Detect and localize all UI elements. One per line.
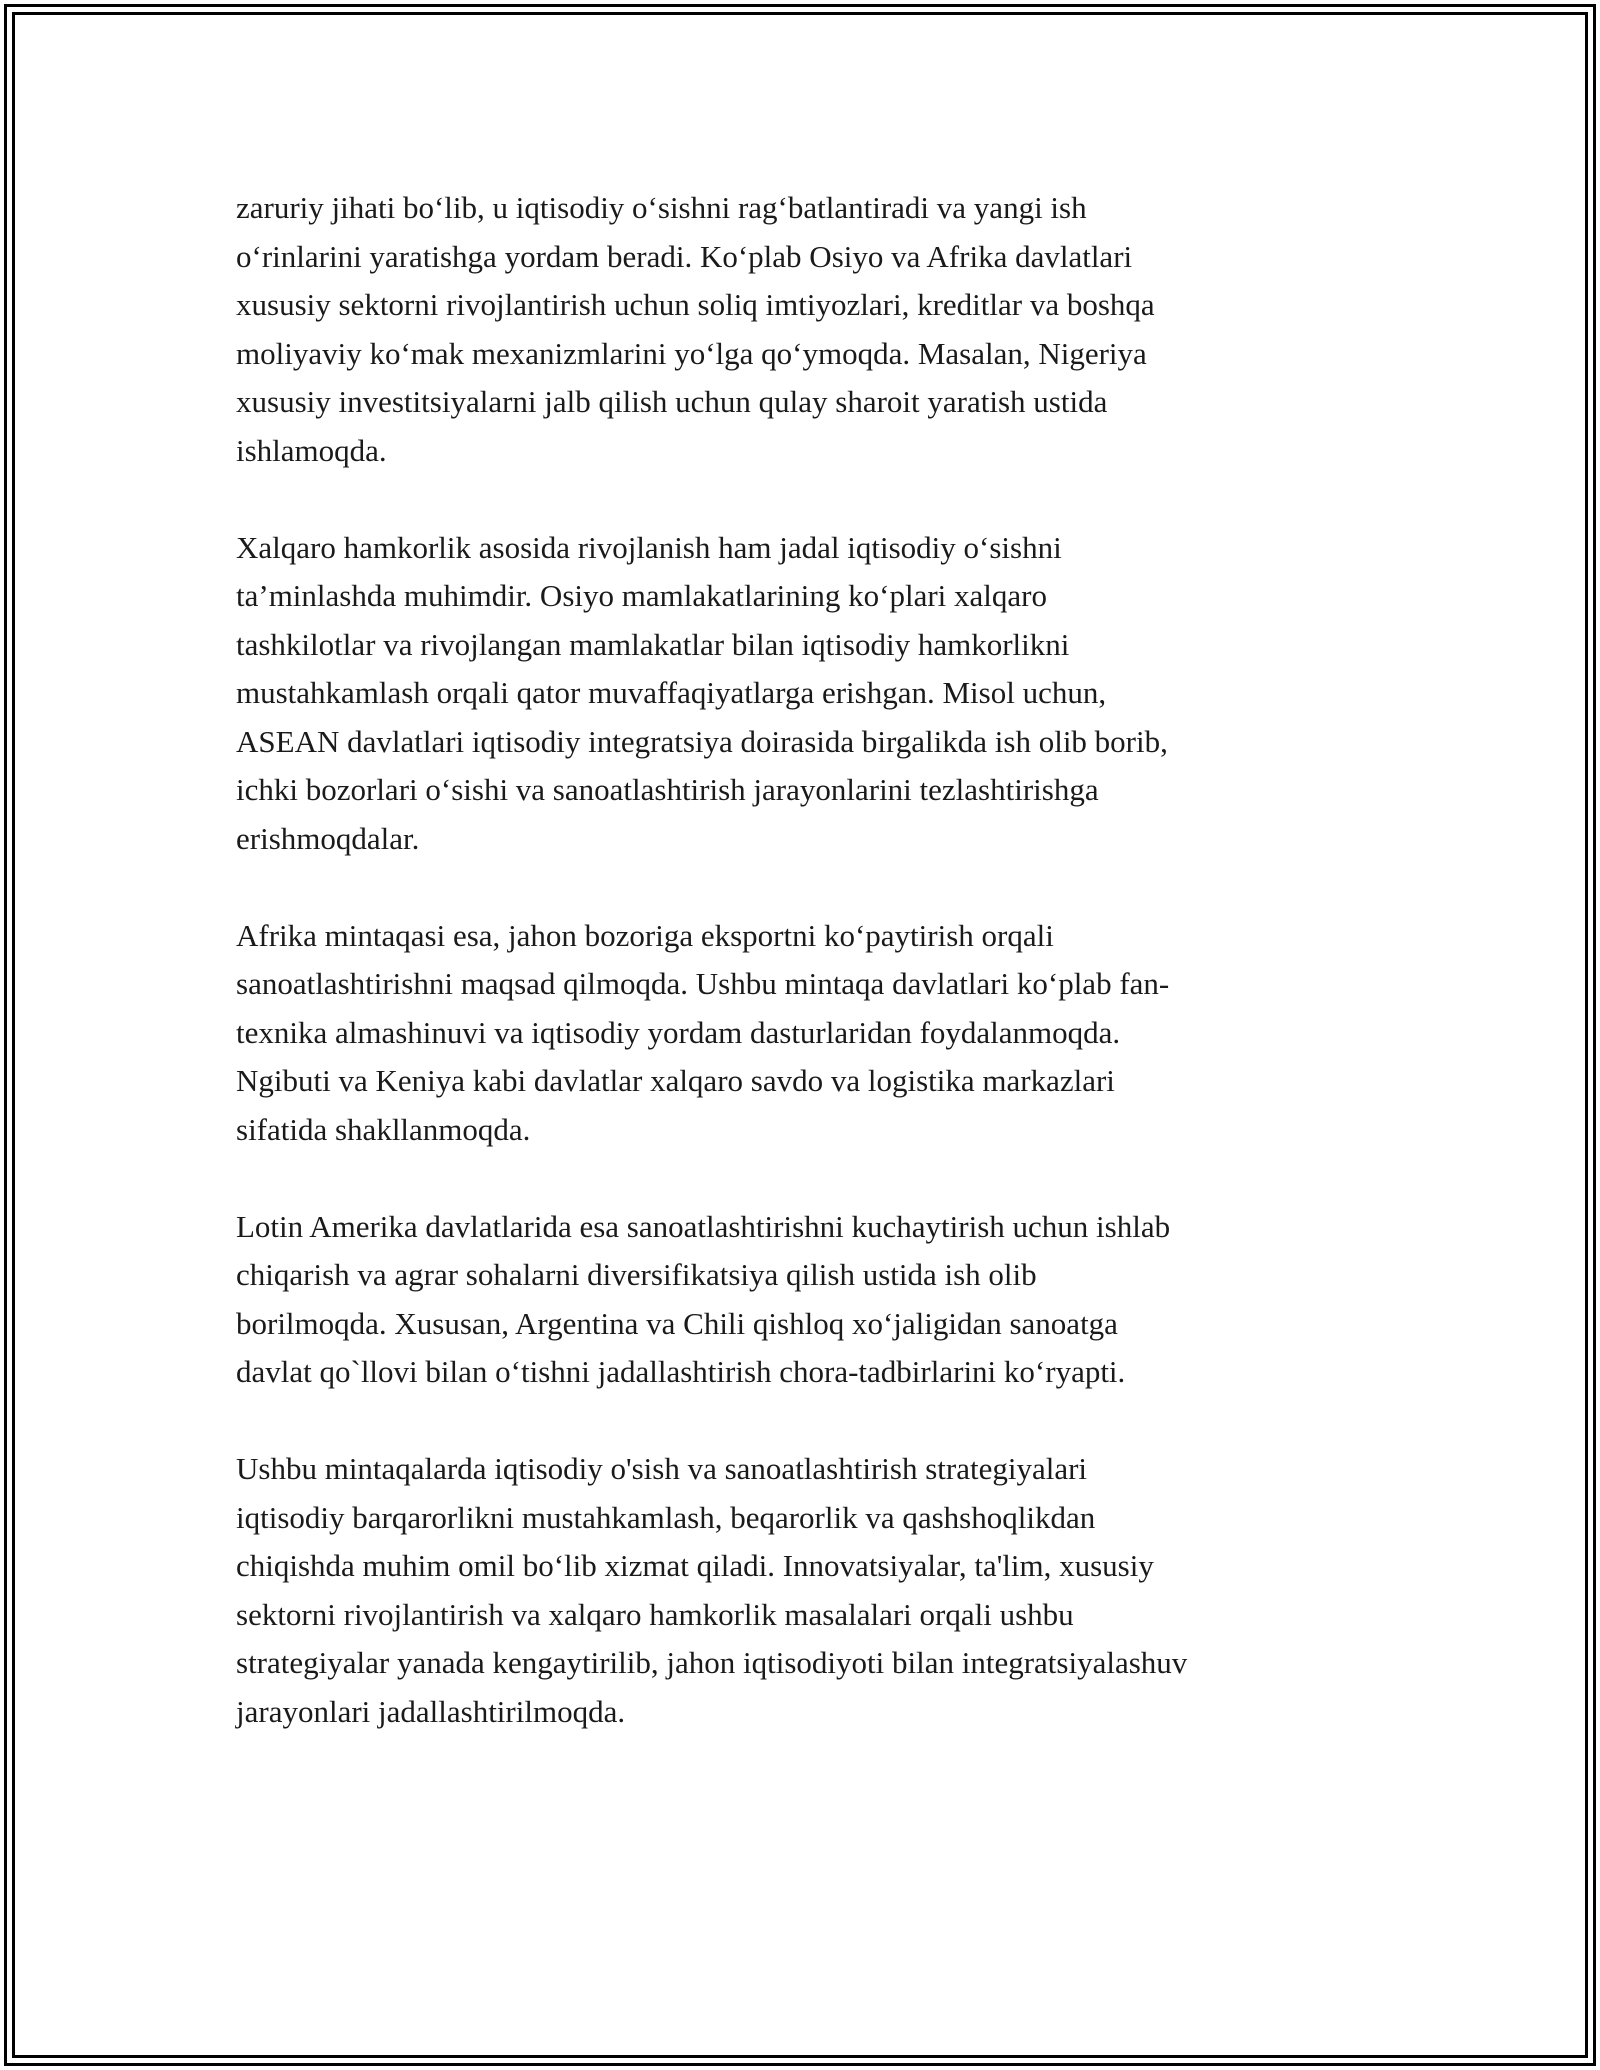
text-line: Ngibuti va Keniya kabi davlatlar xalqaro savdo va logistika markazlari (236, 1063, 1115, 1098)
text-line: davlat qo`llovi bilan o‘tishni jadallashtirish chora-tadbirlarini ko‘ryapti. (236, 1354, 1126, 1389)
text-line: sifatida shakllanmoqda. (236, 1111, 531, 1147)
text-line: sektorni rivojlantirish va xalqaro hamkorlik masalalari orqali ushbu (236, 1596, 1074, 1632)
paragraph-latin-america (236, 1203, 1376, 1397)
text-line: strategiyalar yanada kengaytirilib, jahon iqtisodiyoti bilan integratsiyalashuv (236, 1645, 1188, 1680)
paragraph-international-cooperation (236, 524, 1376, 864)
text-line: Xalqaro hamkorlik asosida rivojlanish ham jadal iqtisodiy o‘sishni (236, 529, 1062, 565)
text-line: mustahkamlash orqali qator muvaffaqiyatlarga erishgan. Misol uchun, (236, 675, 1107, 710)
text-line: zaruriy jihati bo‘lib, u iqtisodiy o‘sishni rag‘batlantiradi va yangi ish (236, 190, 1087, 225)
text-line: moliyaviy ko‘mak mexanizmlarini yo‘lga qo‘ymoqda. Masalan, Nigeriya (236, 335, 1147, 371)
paragraph-africa (236, 912, 1376, 1155)
document-body (236, 184, 1376, 1785)
text-line: ishlamoqda. (236, 432, 387, 468)
text-line: xususiy sektorni rivojlantirish uchun soliq imtiyozlari, kreditlar va boshqa (236, 287, 1155, 322)
paragraph-private-sector (236, 184, 1376, 475)
text-line: chiqarish va agrar sohalarni diversifikatsiya qilish ustida ish olib (236, 1257, 1037, 1292)
text-line: borilmoqda. Xususan, Argentina va Chili qishloq xo‘jaligidan sanoatga (236, 1305, 1118, 1341)
paragraph-conclusion (236, 1445, 1376, 1736)
text-line: ichki bozorlari o‘sishi va sanoatlashtirish jarayonlarini tezlashtirishga (236, 772, 1099, 807)
text-line: iqtisodiy barqarorlikni mustahkamlash, beqarorlik va qashshoqlikdan (236, 1499, 1096, 1535)
text-line: chiqishda muhim omil bo‘lib xizmat qiladi. Innovatsiyalar, ta'lim, xususiy (236, 1548, 1154, 1583)
text-line: Lotin Amerika davlatlarida esa sanoatlashtirishni kuchaytirish uchun ishlab (236, 1208, 1171, 1244)
text-line: jarayonlari jadallashtirilmoqda. (236, 1693, 626, 1729)
text-line: texnika almashinuvi va iqtisodiy yordam dasturlaridan foydalanmoqda. (236, 1014, 1121, 1050)
text-line: xususiy investitsiyalarni jalb qilish uchun qulay sharoit yaratish ustida (236, 384, 1108, 419)
text-line: o‘rinlarini yaratishga yordam beradi. Ko‘plab Osiyo va Afrika davlatlari (236, 238, 1133, 274)
text-line: ASEAN davlatlari iqtisodiy integratsiya doirasida birgalikda ish olib borib, (236, 723, 1168, 759)
text-line: erishmoqdalar. (236, 820, 420, 856)
text-line: Afrika mintaqasi esa, jahon bozoriga eksportni ko‘paytirish orqali (236, 917, 1054, 953)
text-line: tashkilotlar va rivojlangan mamlakatlar bilan iqtisodiy hamkorlikni (236, 626, 1070, 662)
text-line: Ushbu mintaqalarda iqtisodiy o'sish va sanoatlashtirish strategiyalari (236, 1451, 1088, 1486)
text-line: ta’minlashda muhimdir. Osiyo mamlakatlarining ko‘plari xalqaro (236, 578, 1047, 613)
text-line: sanoatlashtirishni maqsad qilmoqda. Ushbu mintaqa davlatlari ko‘plab fan- (236, 966, 1170, 1001)
